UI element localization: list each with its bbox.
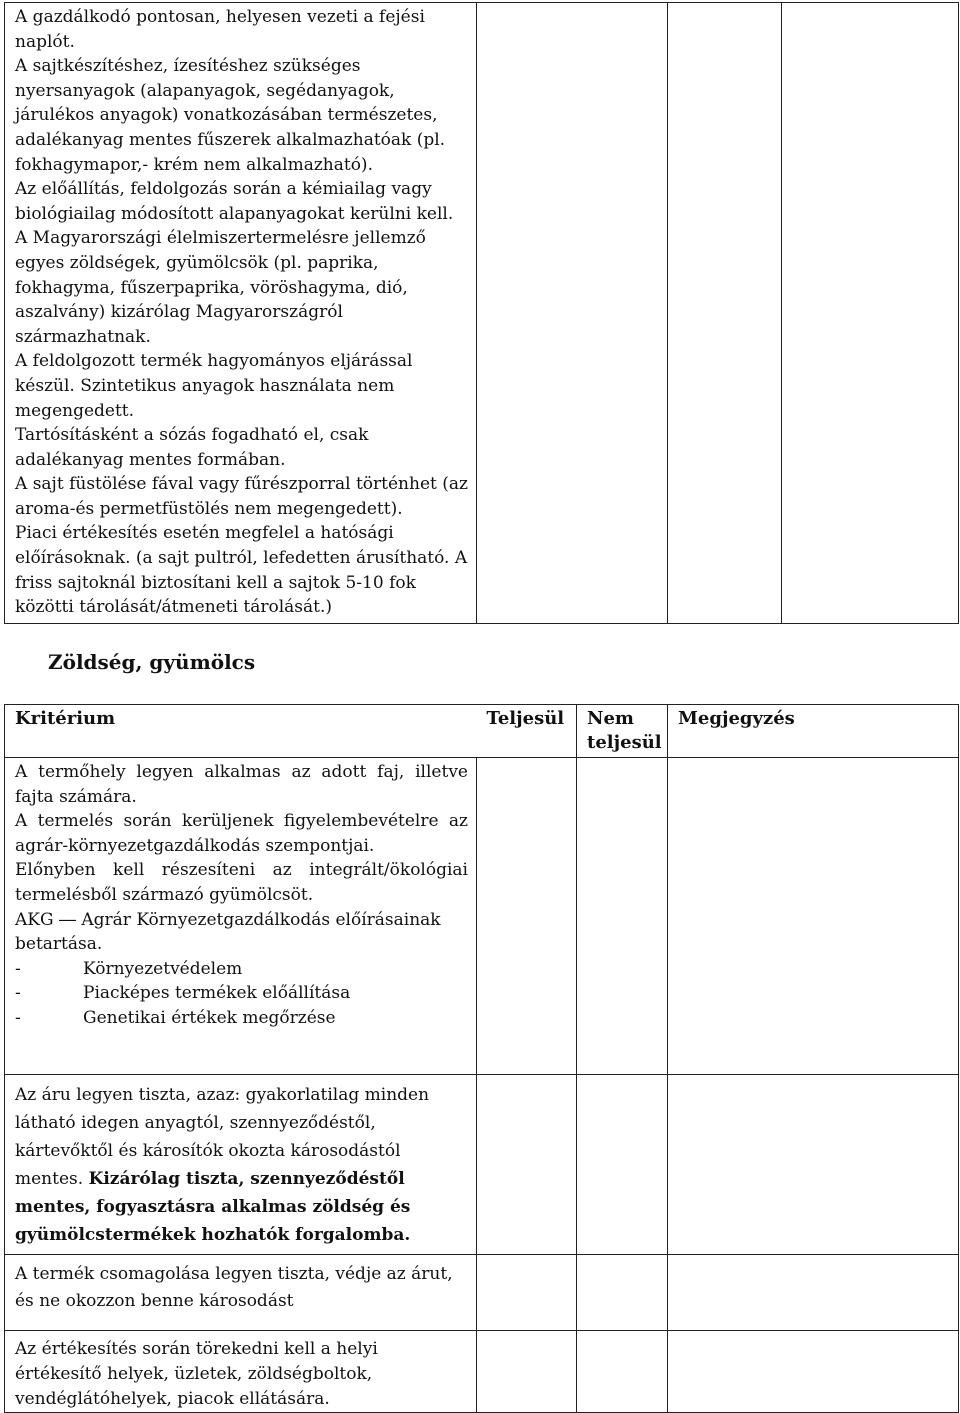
- list-dash: -: [15, 983, 21, 1004]
- met-cell: [477, 1331, 577, 1413]
- paragraph: AKG ― Agrár Környezetgazdálkodás előírásainak betartása.: [15, 909, 441, 955]
- note-cell: [668, 1331, 959, 1413]
- paragraph: A feldolgozott termék hagyományos eljárással készül. Szintetikus anyagok használata nem megengedett.: [15, 351, 413, 421]
- not-met-cell: [577, 1331, 668, 1413]
- list-dash: -: [15, 1007, 21, 1028]
- not-met-cell: [668, 3, 782, 624]
- requirements-table-produce: [4, 704, 959, 1413]
- section-title: Zöldség, gyümölcs: [48, 650, 256, 674]
- list-item: [15, 957, 468, 982]
- paragraph: Előnyben kell részesíteni az integrált/ökológiai termelésből származó gyümölcsöt.: [15, 860, 468, 905]
- table-row: [5, 1331, 959, 1413]
- list-dash: -: [15, 958, 21, 979]
- table-row: [5, 758, 959, 1075]
- met-cell: [477, 1255, 577, 1331]
- met-cell: [477, 758, 577, 1075]
- header-criterion: Kritérium: [5, 705, 477, 758]
- paragraph: Az előállítás, feldolgozás során a kémiailag vagy biológiailag módosított alapanyagokat kerülni kell.: [15, 179, 454, 224]
- header-not-met: Nem teljesül: [577, 705, 668, 758]
- table-row: [5, 3, 959, 624]
- paragraph: Tartósításként a sózás fogadható el, csak adalékanyag mentes formában.: [15, 425, 369, 470]
- criterion-text: [5, 758, 476, 1031]
- table-row: [5, 1075, 959, 1255]
- paragraph: A gazdálkodó pontosan, helyesen vezeti a fejési naplót.: [15, 7, 425, 52]
- criterion-text: [5, 3, 476, 620]
- paragraph: A sajt füstölése fával vagy fűrészporral történhet (az aroma-és permetfüstölés nem megengedett).: [15, 474, 468, 519]
- criterion-cell: [5, 758, 477, 1075]
- paragraph: A sajtkészítéshez, ízesítéshez szükséges nyersanyagok (alapanyagok, segédanyagok, járulékos anyagok) vonatkozásában természetes, adalékanyag mentes fűszerek alkalmazhatóak (pl. fokhagymapor,- krém nem alkalmazható).: [15, 56, 446, 175]
- paragraph: A termőhely legyen alkalmas az adott faj, illetve fajta számára.: [15, 762, 468, 807]
- note-cell: [668, 1255, 959, 1331]
- paragraph: Az áru legyen tiszta, azaz: gyakorlatilag minden látható idegen anyagtól, szennyeződéstől, kártevőktől és károsítók okozta károsodástól mentes.: [15, 1085, 430, 1189]
- list-item-text: Környezetvédelem: [83, 958, 243, 979]
- header-note: Megjegyzés: [668, 705, 959, 758]
- list-item: [15, 1006, 468, 1031]
- list-item: [15, 981, 468, 1006]
- criterion-cell: [5, 1331, 477, 1413]
- not-met-cell: [577, 1255, 668, 1331]
- note-cell: [782, 3, 959, 624]
- criterion-cell: [5, 3, 477, 624]
- table-header-row: [5, 705, 959, 758]
- requirements-table-top: [4, 2, 959, 624]
- table-row: [5, 1255, 959, 1331]
- not-met-cell: [577, 758, 668, 1075]
- list-item-text: Piacképes termékek előállítása: [83, 983, 351, 1004]
- criterion-text: A termék csomagolása legyen tiszta, védje az árut, és ne okozzon benne károsodást: [15, 1264, 453, 1311]
- met-cell: [477, 3, 668, 624]
- header-met: Teljesül: [477, 705, 577, 758]
- note-cell: [668, 1075, 959, 1255]
- paragraph: A termelés során kerüljenek figyelembevételre az agrár-környezetgazdálkodás szempontjai.: [15, 811, 468, 856]
- criterion-cell: [5, 1075, 477, 1255]
- not-met-cell: [577, 1075, 668, 1255]
- emphasis-text: Kizárólag tiszta, szennyeződéstől mentes, fogyasztásra alkalmas zöldség és gyümölcstermékek hozhatók forgalomba.: [15, 1169, 411, 1245]
- criterion-text: Az értékesítés során törekedni kell a helyi értékesítő helyek, üzletek, zöldségboltok, vendéglátóhelyek, piacok ellátására.: [15, 1339, 378, 1409]
- note-cell: [668, 758, 959, 1075]
- paragraph: Piaci értékesítés esetén megfelel a hatósági előírásoknak. (a sajt pultról, lefedetten árusítható. A friss sajtoknál biztosítani kell a sajtok 5-10 fok közötti tárolását/átmeneti tárolását.): [15, 523, 468, 618]
- met-cell: [477, 1075, 577, 1255]
- criterion-text: [5, 1075, 476, 1249]
- list-item-text: Genetikai értékek megőrzése: [83, 1007, 336, 1028]
- paragraph: A Magyarországi élelmiszertermelésre jellemző egyes zöldségek, gyümölcsök (pl. paprika, fokhagyma, fűszerpaprika, vöröshagyma, dió, aszalvány) kizárólag Magyarországról származhatnak.: [15, 228, 426, 347]
- criterion-cell: [5, 1255, 477, 1331]
